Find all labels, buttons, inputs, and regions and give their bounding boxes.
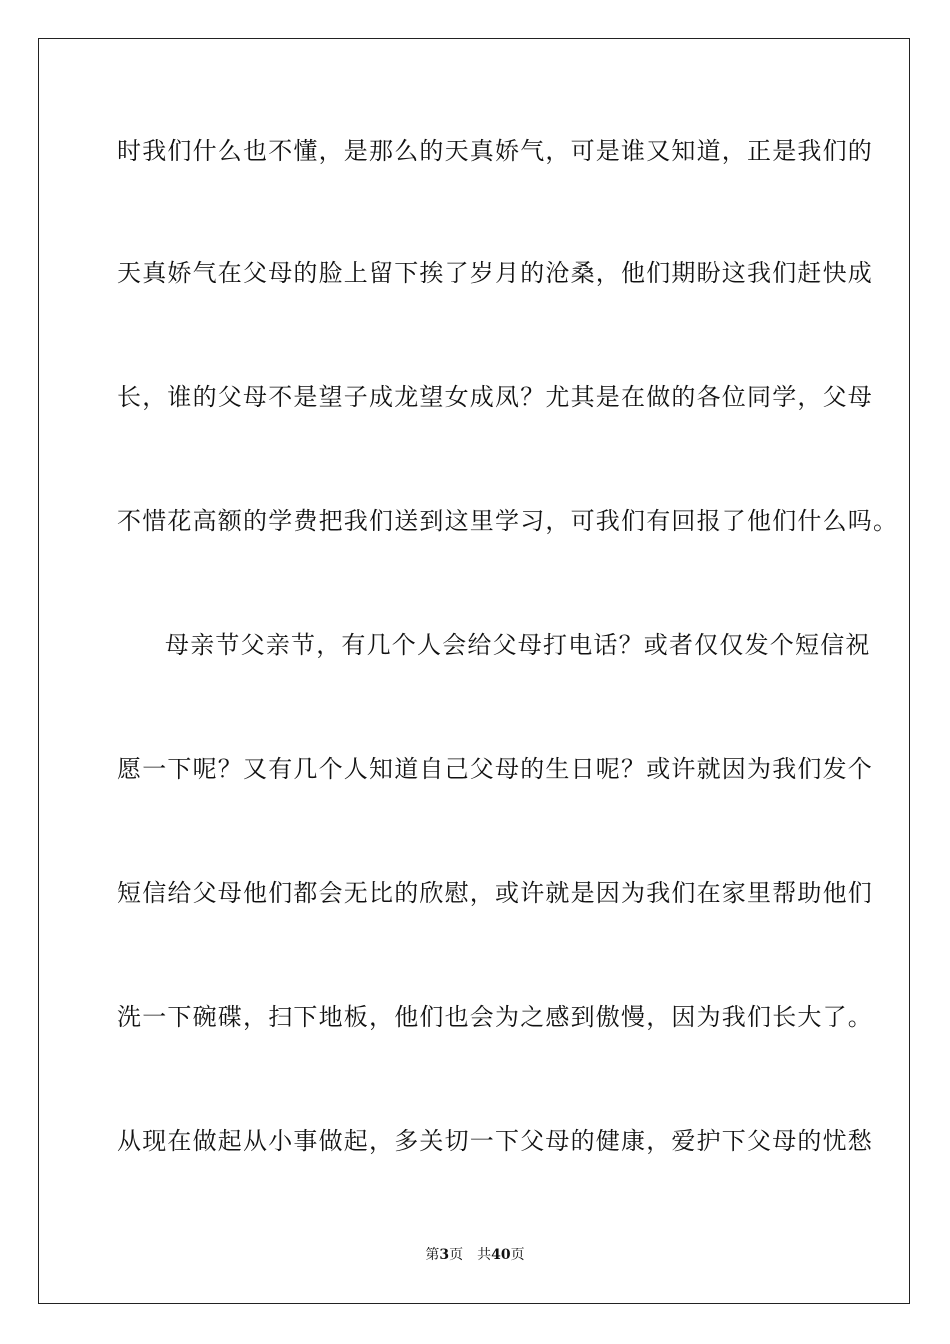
total-suffix: 页 — [510, 1247, 525, 1263]
page-footer — [0, 1246, 950, 1264]
paragraph-line: 时我们什么也不懂，是那么的天真娇气，可是谁又知道，正是我们的 — [117, 137, 873, 165]
page-prefix: 第 — [425, 1247, 440, 1263]
paragraph-line: 不惜花高额的学费把我们送到这里学习，可我们有回报了他们什么吗。 — [117, 507, 899, 535]
paragraph-line: 长，谁的父母不是望子成龙望女成凤？尤其是在做的各位同学，父母 — [117, 383, 873, 411]
page-number: 3 — [439, 1247, 450, 1263]
page-suffix: 页 — [449, 1247, 464, 1263]
paragraph-line: 短信给父母他们都会无比的欣慰，或许就是因为我们在家里帮助他们 — [117, 879, 873, 907]
total-prefix: 共 — [477, 1247, 492, 1263]
total-pages: 40 — [491, 1247, 511, 1263]
paragraph-line: 洗一下碗碟，扫下地板，他们也会为之感到傲慢，因为我们长大了。 — [117, 1003, 873, 1031]
page-border — [38, 38, 910, 1304]
paragraph-line: 愿一下呢？又有几个人知道自己父母的生日呢？或许就因为我们发个 — [117, 755, 873, 783]
paragraph-line: 天真娇气在父母的脸上留下挨了岁月的沧桑，他们期盼这我们赶快成 — [117, 259, 873, 287]
paragraph-line-indented: 母亲节父亲节，有几个人会给父母打电话？或者仅仅发个短信祝 — [165, 631, 871, 659]
paragraph-line: 从现在做起从小事做起，多关切一下父母的健康，爱护下父母的忧愁 — [117, 1127, 873, 1155]
